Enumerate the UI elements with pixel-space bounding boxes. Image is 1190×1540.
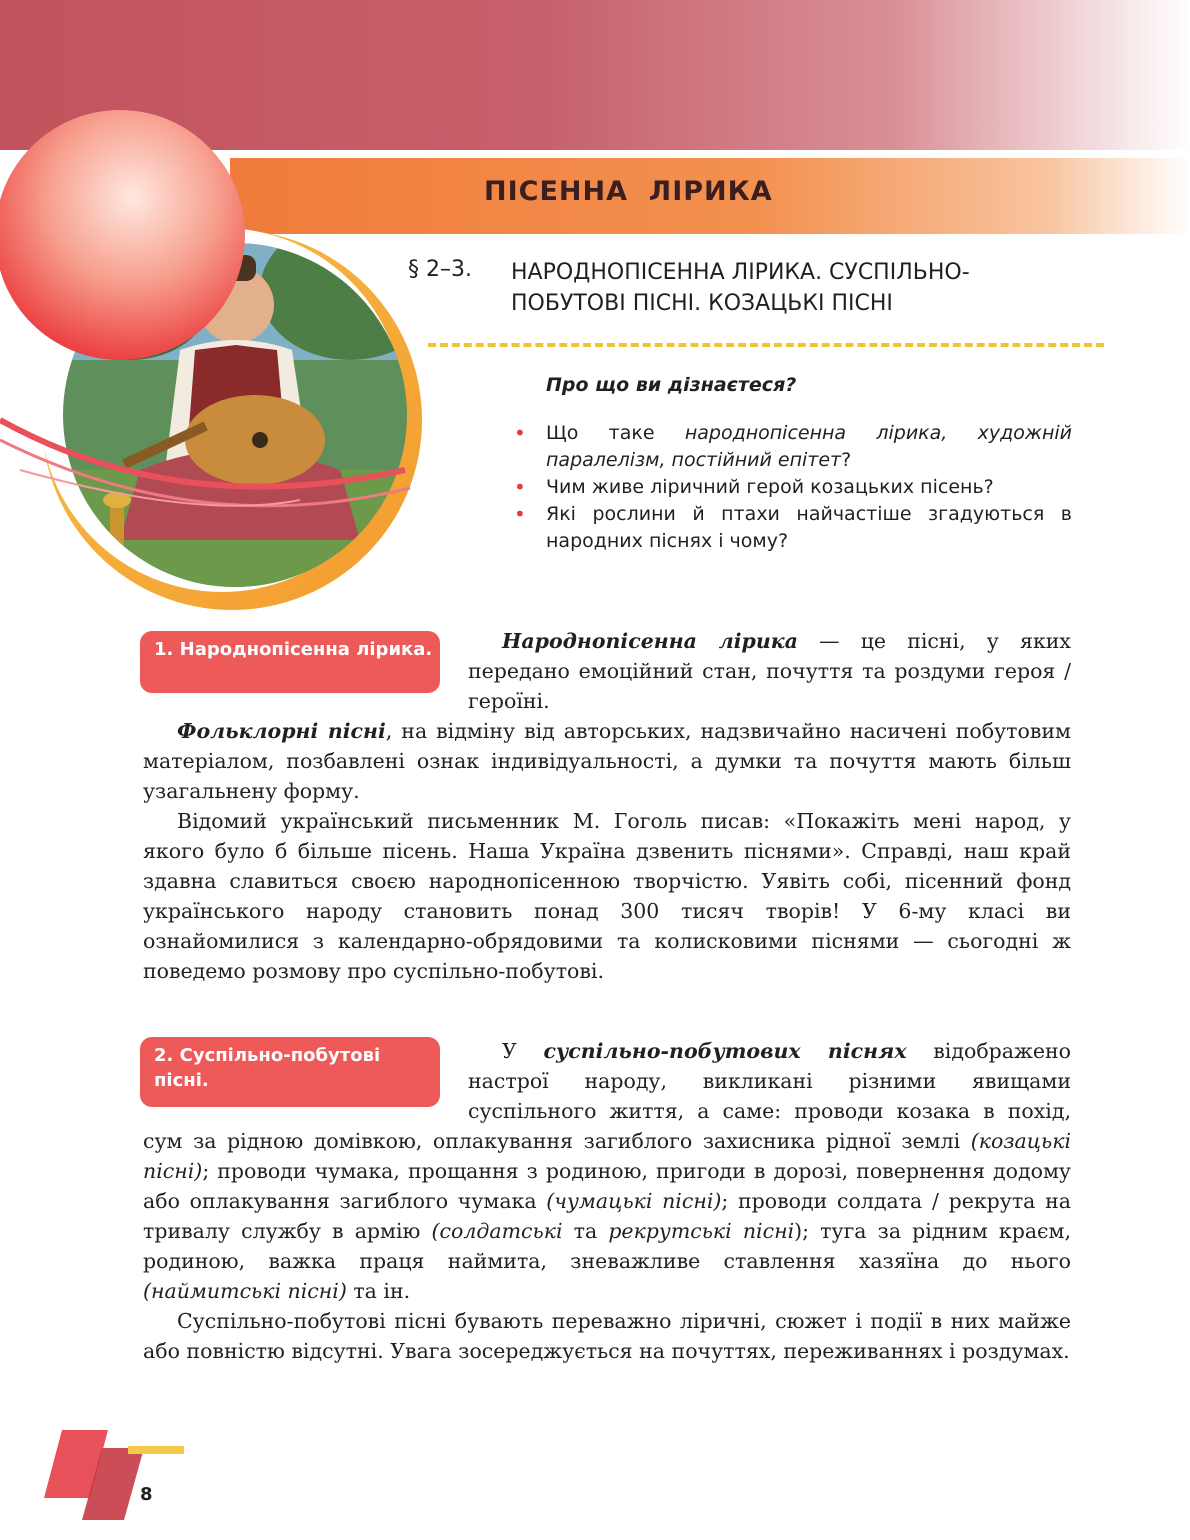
dashed-divider xyxy=(428,343,1104,347)
section-2-body: У суспільно-побутових піснях відображено настрої народу, викликані різними явищами суспільного життя, а саме: проводи козака в похід, сум за рідною домівкою, оплакування загиблого захисника рідної землі (козацькі пісні); проводи чумака, прощання з родиною, пригоди в дорозі, повернення додому або оплакування загиблого чумака (чумацькі пісні); проводи солдата / рекрута на тривалу службу в армію (солдатські та рекрутські пісні); туга за рідним краєм, родиною, важка праця наймита, зневажливе ставлення хазяїна до нього (наймитські пісні) та ін. Суспільно-побутові пісні бувають переважно ліричні, сюжет і події в них майже або повністю відсутні. Увага зосереджується на почуттях, переживаннях і роздумах. xyxy=(143,1039,1071,1363)
section-1-body: Фольклорні пісні, на відміну від авторських, надзвичайно насичені побутовим матеріалом, позбавлені ознак індивідуальності, а думки та почуття мають більш узагальнену форму. Відомий український письменник М. Гоголь писав: «Покажіть мені народ, у якого було б більше пісень. Наша Україна дзвенить піснями». Справді, наш край здавна славиться своєю народнопісенною творчістю. Уявіть собі, пісенний фонд українського народу становить понад 300 тисяч творів! У 6-му класі ви ознайомилися з календарно-обрядовими та колисковими піснями — сьогодні ж поведемо розмову про суспільно-побутові. xyxy=(143,719,1071,983)
paragraph-number: § 2–3. xyxy=(408,257,472,282)
section-title: ПІСЕННА ЛІРИКА xyxy=(484,176,773,207)
paragraph-title: НАРОДНОПІСЕННА ЛІРИКА. СУСПІЛЬНО-ПОБУТОВІ ПІСНІ. КОЗАЦЬКІ ПІСНІ xyxy=(511,260,970,316)
section-1-intro: Народнопісенна лірика — це пісні, у яких передано емоційний стан, почуття та роздуми героя / героїні. xyxy=(468,629,1071,713)
learn-title: Про що ви дізнаєтеся? xyxy=(546,374,797,396)
learn-item: • Які рослини й птахи найчастіше згадуються в народних піснях і чому? xyxy=(546,501,1072,555)
section-2-label: 2. Суспільно-побутові пісні. xyxy=(140,1037,440,1107)
learn-item: • Що таке народнопісенна лірика, художній паралелізм, постійний епітет? xyxy=(546,420,1072,474)
learn-item: • Чим живе ліричний герой козацьких пісень? xyxy=(546,474,1072,501)
learn-list xyxy=(546,420,1072,555)
illustration-cossack-bandura xyxy=(0,0,440,620)
section-1-label: 1. Народнопісенна лірика. xyxy=(140,631,440,693)
page-number: 8 xyxy=(140,1484,153,1505)
page-corner-decoration xyxy=(40,1420,240,1540)
